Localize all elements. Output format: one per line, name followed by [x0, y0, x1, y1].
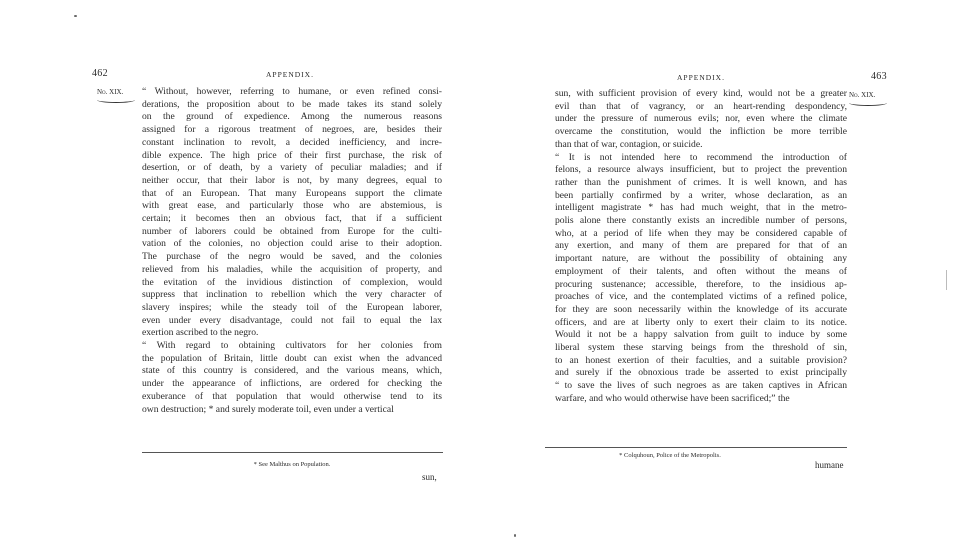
text-line: employment of their talents, and often without the means of — [555, 265, 847, 277]
text-line: that of an European. That many Europeans support the climate — [142, 187, 442, 199]
text-line: the population of Britain, little doubt can exist when the advanced — [142, 352, 442, 364]
left-footnote: * See Malthus on Population. — [253, 461, 331, 468]
text-line: vation of the colonies, no objection could arise to their adoption. — [142, 238, 442, 250]
left-running-head: APPENDIX. — [266, 70, 314, 79]
text-line: even under every disadvantage, could not fail to equal the lax — [142, 314, 442, 326]
text-line: overcame the constitution, would the infliction be more terrible — [555, 126, 847, 138]
text-line: neither occur, that their labor is not, by many degrees, equal to — [142, 174, 442, 186]
right-side-note — [849, 91, 887, 106]
text-line: procuring sustenance; accessible, therefore, to the insidious ap- — [555, 278, 847, 290]
text-line: “ It is not intended here to recommend the introduction of — [555, 151, 847, 163]
left-side-note-label: No. XIX. — [97, 88, 124, 96]
brace-mark — [97, 97, 135, 103]
text-line: suppress that inclination to rebellion which the very character of — [142, 289, 442, 301]
text-line: assigned for a rigorous treatment of negroes, are, besides their — [142, 124, 442, 136]
scan-speck — [514, 534, 516, 537]
text-line: state of this country is considered, and the various means, which, — [142, 365, 442, 377]
text-line: and surely if the obnoxious trade be asserted to exist principally — [555, 367, 847, 379]
right-page-number: 463 — [871, 71, 887, 82]
text-line: with great ease, and particularly those who are abstemious, is — [142, 200, 442, 212]
right-side-note-label: No. XIX. — [849, 91, 876, 99]
text-line: slavery inspires; while the steady toil of the European laborer, — [142, 301, 442, 313]
text-line: certain; it becomes then an obvious fact, that if a sufficient — [142, 213, 442, 225]
text-line: desertion, or of death, by a variety of peculiar maladies; and if — [142, 162, 442, 174]
right-running-head: APPENDIX. — [677, 73, 725, 82]
footnote-rule — [545, 447, 847, 448]
text-line: than that of war, contagion, or suicide. — [555, 138, 703, 150]
text-line: relieved from his maladies, while the acquisition of property, and — [142, 263, 442, 275]
text-line: been partially confirmed by a writer, whose declaration, as an — [555, 189, 847, 201]
text-line: important nature, are without the possibility of obtaining any — [555, 253, 847, 265]
text-line: sun, with sufficient provision of every kind, would not be a greater — [555, 88, 847, 99]
brace-mark — [849, 100, 887, 106]
scan-edge-mark — [946, 270, 947, 290]
left-body-text — [142, 86, 442, 416]
right-body-text — [555, 88, 847, 406]
text-line: constant inclination to revolt, a decided inefficiency, and incre- — [142, 136, 442, 148]
text-line: who, at a period of life when they may be considered capable of — [555, 227, 847, 239]
text-line: number of laborers could be obtained from Europe for the culti- — [142, 225, 442, 237]
text-line: any exertion, and many of them are prepared for that of an — [555, 240, 847, 252]
text-line: liberal system these starving beings from the threshold of sin, — [555, 342, 847, 354]
text-line: rather than the punishment of crimes. It is well known, and has — [555, 176, 847, 188]
left-page-number: 462 — [92, 68, 108, 79]
text-line: own destruction; * and surely moderate toil, even under a vertical — [142, 403, 394, 415]
text-line: for they are soon necessarily within the knowledge of its accurate — [555, 303, 847, 315]
text-line: Would it not be a happy salvation from guilt to induce by some — [555, 329, 847, 341]
text-line: polis alone there constantly exists an incredible number of persons, — [555, 215, 847, 227]
text-line: evil than that of vagrancy, or an heart-rending despondency, — [555, 100, 847, 112]
text-line: exuberance of that population that would otherwise tend to its — [142, 390, 442, 402]
footnote-rule — [142, 452, 443, 453]
text-line: warfare, and who would otherwise have been sacrificed;” the — [555, 392, 790, 404]
text-line: dible expence. The high price of their first purchase, the risk of — [142, 149, 442, 161]
text-line: the evitation of the invidious distinction of complexion, would — [142, 276, 442, 288]
text-line: “ to save the lives of such negroes as are taken captives in African — [555, 380, 847, 392]
text-line: intelligent magistrate * has had much weight, that in the metro- — [555, 202, 847, 214]
left-side-note — [97, 88, 135, 103]
text-line: derations, the proposition about to be made takes its stand solely — [142, 98, 442, 110]
left-page — [90, 0, 448, 552]
text-line: The purchase of the negro would be saved, and the colonies — [142, 251, 442, 263]
right-page — [553, 0, 893, 552]
text-line: to an honest exertion of their faculties, and a suitable provision? — [555, 354, 847, 366]
text-line: “ With regard to obtaining cultivators for her colonies from — [142, 340, 442, 352]
text-line: exertion ascribed to the negro. — [142, 327, 259, 339]
text-line: under the pressure of numerous evils; nor, even where the climate — [555, 113, 847, 125]
right-catchword: humane — [815, 460, 844, 470]
text-line: felons, a resource always insufficient, but to project the prevention — [555, 164, 847, 176]
text-line: proaches of vice, and the contemplated victims of a refined police, — [555, 291, 847, 303]
scan-speck — [74, 15, 77, 17]
left-catchword: sun, — [422, 472, 437, 482]
text-line: on the ground of expedience. Among the numerous reasons — [142, 111, 442, 123]
text-line: under the appearance of inflictions, are ordered for checking the — [142, 378, 442, 390]
text-line: officers, and are at liberty only to exert their claim to its notice. — [555, 316, 847, 328]
text-line: “ Without, however, referring to humane, or even refined consi- — [142, 86, 442, 97]
right-footnote: * Colquhoun, Police of the Metropolis. — [619, 452, 721, 459]
